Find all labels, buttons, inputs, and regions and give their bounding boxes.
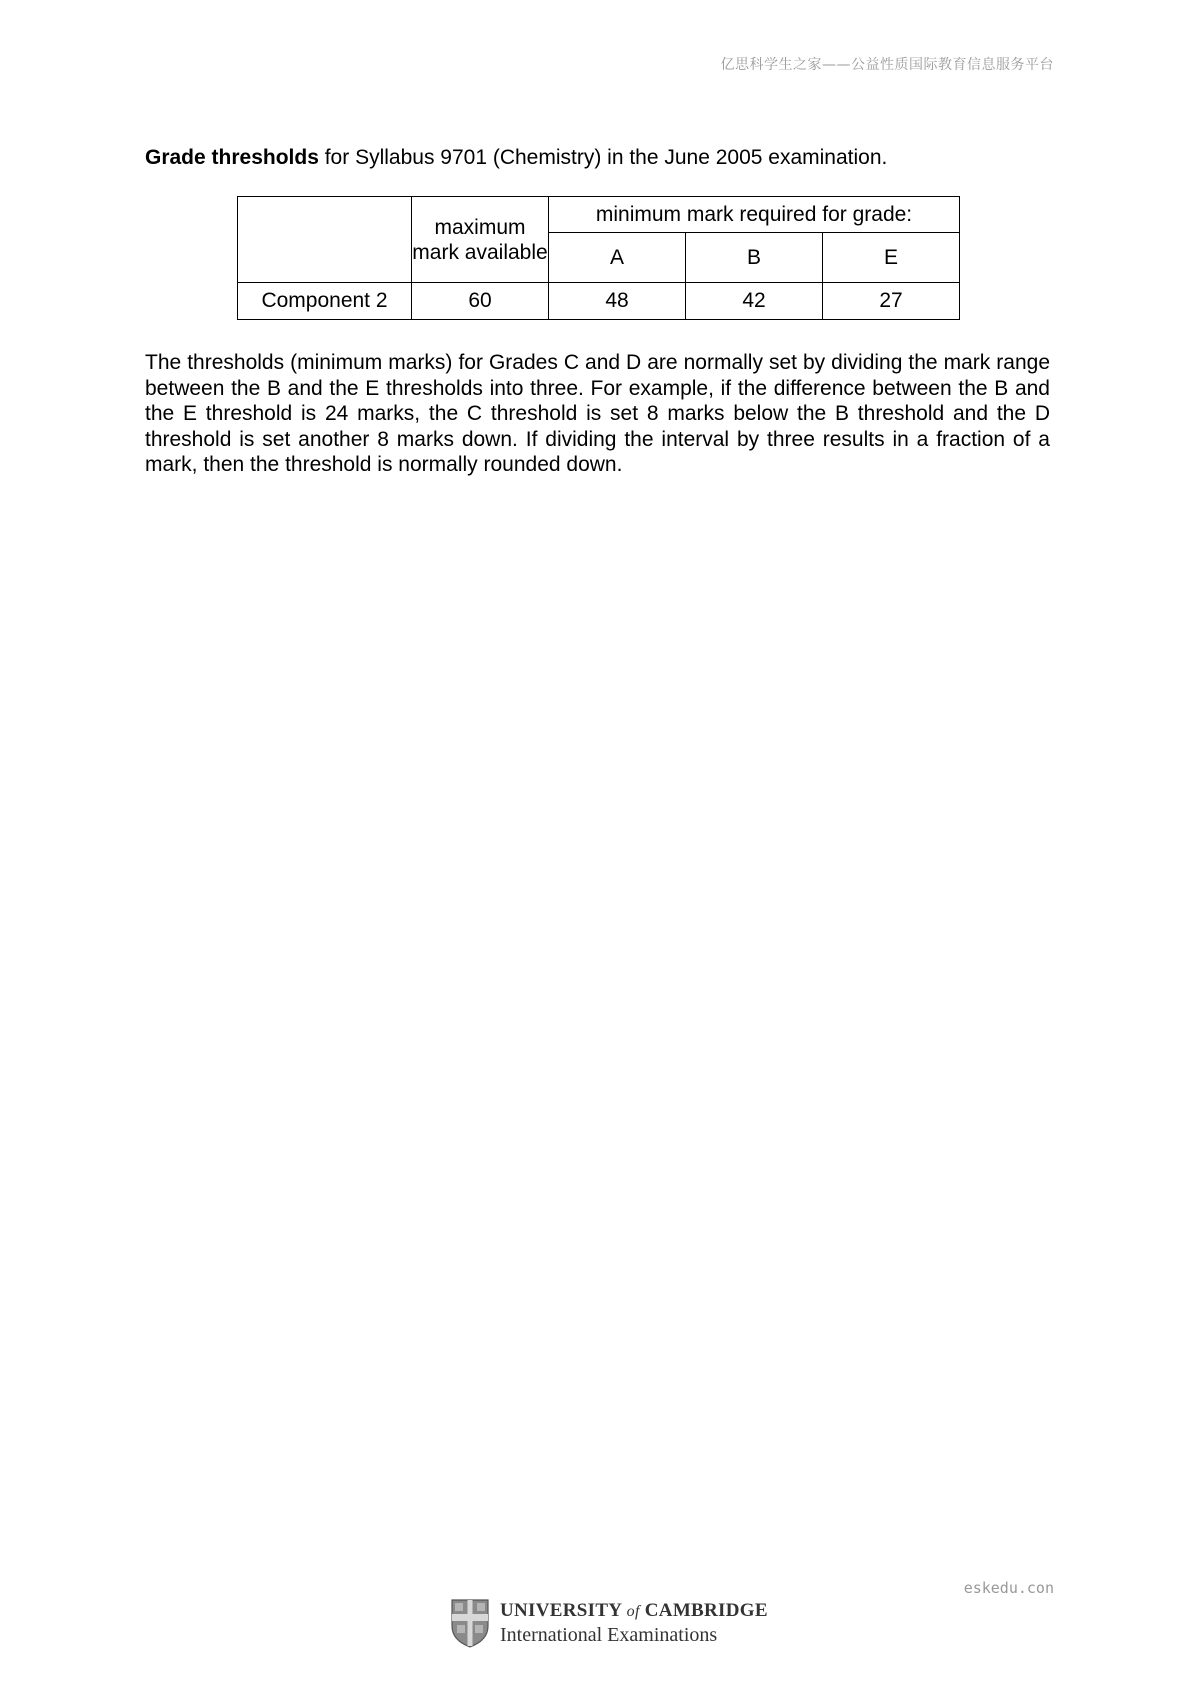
intro-rest: for Syllabus 9701 (Chemistry) in the June 2005 examination. xyxy=(318,146,888,169)
cambridge-logo xyxy=(450,1598,768,1648)
explanation-paragraph: The thresholds (minimum marks) for Grades C and D are normally set by dividing the mark range between the B and the E thresholds into three. For example, if the difference between the B and the E threshold is 24 marks, the C threshold is set 8 marks below the B threshold and the D threshold is set another 8 marks down. If dividing the interval by three results in a fraction of a mark, then the threshold is normally rounded down. xyxy=(145,351,1050,476)
grade-e-value: 27 xyxy=(823,283,960,320)
header-watermark-text: 亿思科学生之家——公益性质国际教育信息服务平台 xyxy=(720,57,1054,73)
logo-examinations-line: International Examinations xyxy=(500,1624,718,1646)
grade-header-e: E xyxy=(823,233,960,283)
grade-a-value: 48 xyxy=(549,283,686,320)
grade-header-b: B xyxy=(686,233,823,283)
intro-bold-title: Grade thresholds xyxy=(145,146,319,169)
intro-line xyxy=(145,146,887,170)
table-row xyxy=(238,283,960,320)
crest-icon xyxy=(450,1598,490,1648)
max-mark-header: maximum mark available xyxy=(412,197,549,283)
footer-site-text: eskedu.con xyxy=(963,1579,1054,1597)
logo-cambridge: CAMBRIDGE xyxy=(644,1600,768,1621)
min-mark-header: minimum mark required for grade: xyxy=(549,197,960,233)
grade-b-value: 42 xyxy=(686,283,823,320)
grade-header-a: A xyxy=(549,233,686,283)
max-mark-value: 60 xyxy=(412,283,549,320)
logo-of: of xyxy=(626,1603,640,1620)
logo-text xyxy=(500,1599,768,1647)
component-name: Component 2 xyxy=(238,283,412,320)
grade-thresholds-table xyxy=(237,196,960,320)
empty-header-cell xyxy=(238,197,412,283)
logo-university: UNIVERSITY xyxy=(500,1600,622,1621)
logo-university-line xyxy=(500,1599,768,1623)
